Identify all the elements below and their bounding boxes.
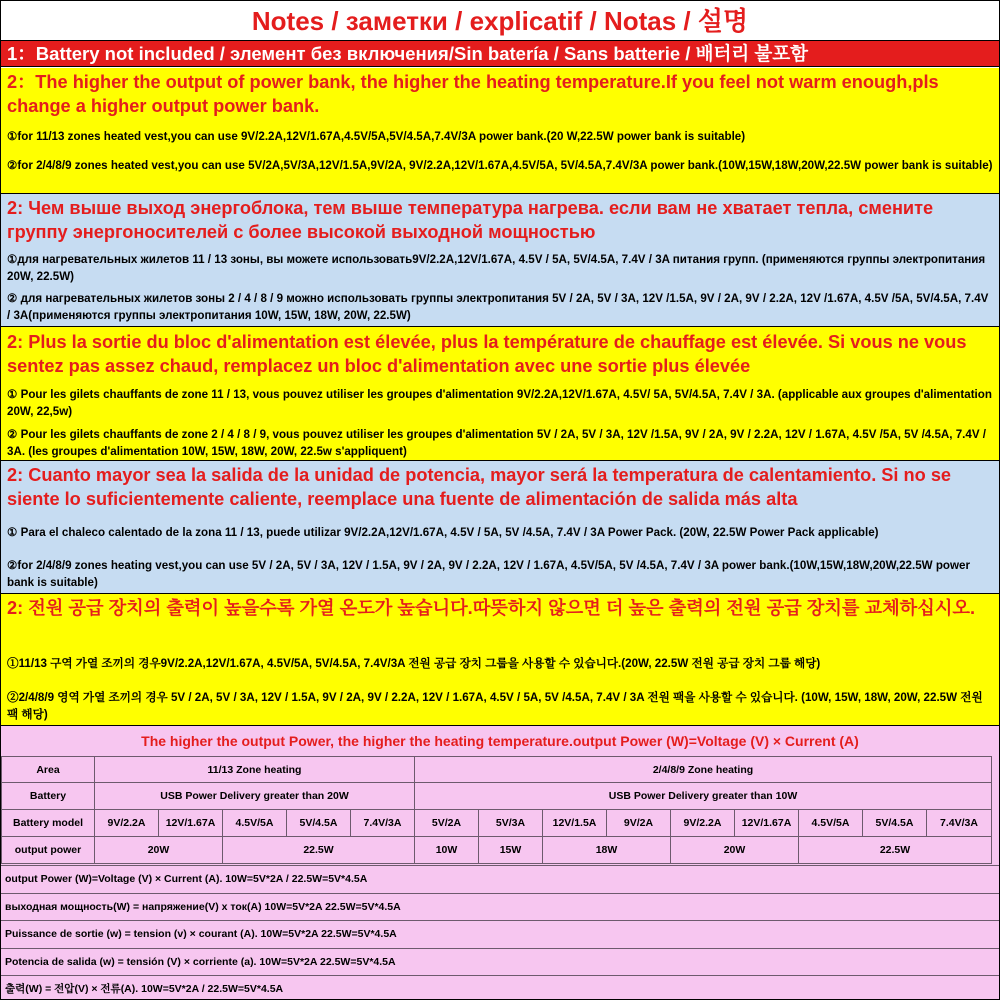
- model-cell: 9V/2.2A: [95, 810, 159, 837]
- table-title: The higher the output Power, the higher the heating temperature.output Power (W)=Voltage (V) × Current (A): [141, 733, 859, 749]
- model-cell: 12V/1.5A: [543, 810, 607, 837]
- power-cell: 15W: [479, 837, 543, 864]
- section-item-1: ①для нагревательных жилетов 11 / 13 зоны, вы можете использовать9V/2.2A,12V/1.67A, 4.5V / 5A, 5V/4.5A, 7.4V / 3A питания групп. (применяются группы электропитания 20W, 22.5W): [7, 253, 986, 283]
- page-title: Notes / заметки / explicatif / Notas / 설명: [1, 1, 999, 41]
- model-cell: 12V/1.67A: [159, 810, 223, 837]
- section-item-2: ②for 2/4/8/9 zones heating vest,you can use 5V / 2A, 5V / 3A, 12V / 1.5A, 9V / 2A, 9V / 2.2A, 12V / 1.67A, 4.5V/5A, 5V /4.5A, 7.4V / 3A power bank.(10W,15W,18W,20W,22.5W power bank is suitable): [7, 559, 970, 589]
- formula-spanish: Potencia de salida (w) = tensión (V) × corriente (a). 10W=5V*2A 22.5W=5V*4.5A: [1, 948, 999, 976]
- model-cell: 5V/4.5A: [287, 810, 351, 837]
- row-label-battery: Battery: [2, 783, 95, 810]
- formula-russian: выходная мощность(W) = напряжение(V) x ток(A) 10W=5V*2A 22.5W=5V*4.5A: [1, 893, 999, 921]
- area-11-13: 11/13 Zone heating: [95, 757, 415, 783]
- section-item-2: ②2/4/8/9 영역 가열 조끼의 경우 5V / 2A, 5V / 3A, 12V / 1.5A, 9V / 2A, 9V / 2.2A, 12V / 1.67A, 4.5V / 5A, 5V /4.5A, 7.4V / 3A 전원 팩을 사용할 수 있습니다. (10W, 15W, 18W, 20W, 22.5W 전원 팩 해당): [7, 691, 983, 721]
- section-korean: [1, 594, 999, 726]
- area-2-4-8-9: 2/4/8/9 Zone heating: [415, 757, 992, 783]
- section-item-2: ② для нагревательных жилетов зоны 2 / 4 / 8 / 9 можно использовать группы электропитания 5V / 2A, 5V / 3A, 12V /1.5A, 9V / 2A, 9V / 2.2A, 12V /1.67A, 4.5V /5A, 5V/4.5A, 7.4V / 3A(применяются группы электропитания 10W, 15W, 18W, 20W, 22.5W): [7, 292, 989, 322]
- row-label-output: output power: [2, 837, 95, 864]
- section-item-1: ①11/13 구역 가열 조끼의 경우9V/2.2A,12V/1.67A, 4.5V/5A, 5V/4.5A, 7.4V/3A 전원 공급 장치 그룹을 사용할 수 있습니다.(20W, 22.5W 전원 공급 장치 그룹 해당): [7, 657, 821, 670]
- row-label-area: Area: [2, 757, 95, 783]
- power-cell: 20W: [671, 837, 799, 864]
- section-heading: 2：The higher the output of power bank, the higher the heating temperature.If you feel not warm enough,pls change a higher output power bank.: [7, 72, 939, 116]
- power-spec-table: [1, 756, 992, 864]
- section-heading: 2: Plus la sortie du bloc d'alimentation est élevée, plus la température de chauffage est élevée. Si vous ne vous sentez pas assez chaud, remplacez un bloc d'alimentation avec une sortie plus élevée: [7, 332, 967, 376]
- formula-french: Puissance de sortie (w) = tension (v) × courant (A). 10W=5V*2A 22.5W=5V*4.5A: [1, 920, 999, 948]
- model-cell: 9V/2A: [607, 810, 671, 837]
- model-cell: 4.5V/5A: [799, 810, 863, 837]
- section-item-1: ① Para el chaleco calentado de la zona 11 / 13, puede utilizar 9V/2.2A,12V/1.67A, 4.5V / 5A, 5V /4.5A, 7.4V / 3A Power Pack. (20W, 22.5W Power Pack applicable): [7, 526, 879, 539]
- section-heading: 2: Cuanto mayor sea la salida de la unidad de potencia, mayor será la temperatura de calentamiento. Si no se siente lo suficientemente caliente, reemplace una fuente de alimentación de salida más alta: [7, 465, 952, 509]
- section-english: [1, 68, 999, 194]
- section-item-1: ①for 11/13 zones heated vest,you can use 9V/2.2A,12V/1.67A,4.5V/5A,5V/4.5A,7.4V/3A power bank.(20 W,22.5W power bank is suitable): [7, 130, 746, 143]
- model-cell: 5V/4.5A: [863, 810, 927, 837]
- power-cell: 22.5W: [799, 837, 992, 864]
- model-cell: 5V/3A: [479, 810, 543, 837]
- battery-11-13: USB Power Delivery greater than 20W: [95, 783, 415, 810]
- section-item-2: ②for 2/4/8/9 zones heated vest,you can use 5V/2A,5V/3A,12V/1.5A,9V/2A, 9V/2.2A,12V/1.67A,4.5V/5A, 5V/4.5A,7.4V/3A power bank.(10W,15W,18W,20W,22.5W power bank is suitable): [7, 159, 993, 172]
- formula-lines: [1, 865, 999, 1003]
- power-table-section: [1, 726, 999, 999]
- section-item-1: ① Pour les gilets chauffants de zone 11 / 13, vous pouvez utiliser les groupes d'alimentation 9V/2.2A,12V/1.67A, 4.5V/ 5A, 5V/4.5A, 7.4V / 3A. (applicable aux groupes d'alimentation 20W, 22,5w): [7, 388, 992, 418]
- model-cell: 9V/2.2A: [671, 810, 735, 837]
- section-heading: 2: Чем выше выход энергоблока, тем выше температура нагрева. если вам не хватает тепла, смените группу энергоносителей с более высокой выходной мощностью: [7, 198, 934, 242]
- power-cell: 10W: [415, 837, 479, 864]
- power-cell: 18W: [543, 837, 671, 864]
- power-cell: 20W: [95, 837, 223, 864]
- model-cell: 4.5V/5A: [223, 810, 287, 837]
- formula-korean: 출력(W) = 전압(V) × 전류(A). 10W=5V*2A / 22.5W=5V*4.5A: [1, 975, 999, 1003]
- section-spanish: [1, 461, 999, 594]
- power-cell: 22.5W: [223, 837, 415, 864]
- model-cell: 7.4V/3A: [927, 810, 992, 837]
- table-row: [2, 783, 992, 810]
- model-cell: 7.4V/3A: [351, 810, 415, 837]
- section-russian: [1, 194, 999, 327]
- battery-2-4-8-9: USB Power Delivery greater than 10W: [415, 783, 992, 810]
- section-heading: 2: 전원 공급 장치의 출력이 높을수록 가열 온도가 높습니다.따뜻하지 않으면 더 높은 출력의 전원 공급 장치를 교체하십시오.: [7, 598, 976, 618]
- model-cell: 12V/1.67A: [735, 810, 799, 837]
- section-item-2: ② Pour les gilets chauffants de zone 2 / 4 / 8 / 9, vous pouvez utiliser les groupes d'alimentation 5V / 2A, 5V / 3A, 12V /1.5A, 9V / 2A, 9V / 2.2A, 12V / 1.67A, 4.5V /5A, 5V /4.5A, 7.4V / 3A. (les groupes d'alimentation 10W, 15W, 18W, 20W, 22.5w s'appliquent): [7, 428, 987, 458]
- battery-note: 1：Battery not included / элемент без включения/Sin batería / Sans batterie / 배터리 불포함: [1, 41, 999, 67]
- section-french: [1, 327, 999, 461]
- row-label-model: Battery model: [2, 810, 95, 837]
- model-cell: 5V/2A: [415, 810, 479, 837]
- table-row: [2, 837, 992, 864]
- table-row: [2, 810, 992, 837]
- table-row: [2, 757, 992, 783]
- formula-english: output Power (W)=Voltage (V) × Current (A). 10W=5V*2A / 22.5W=5V*4.5A: [1, 865, 999, 893]
